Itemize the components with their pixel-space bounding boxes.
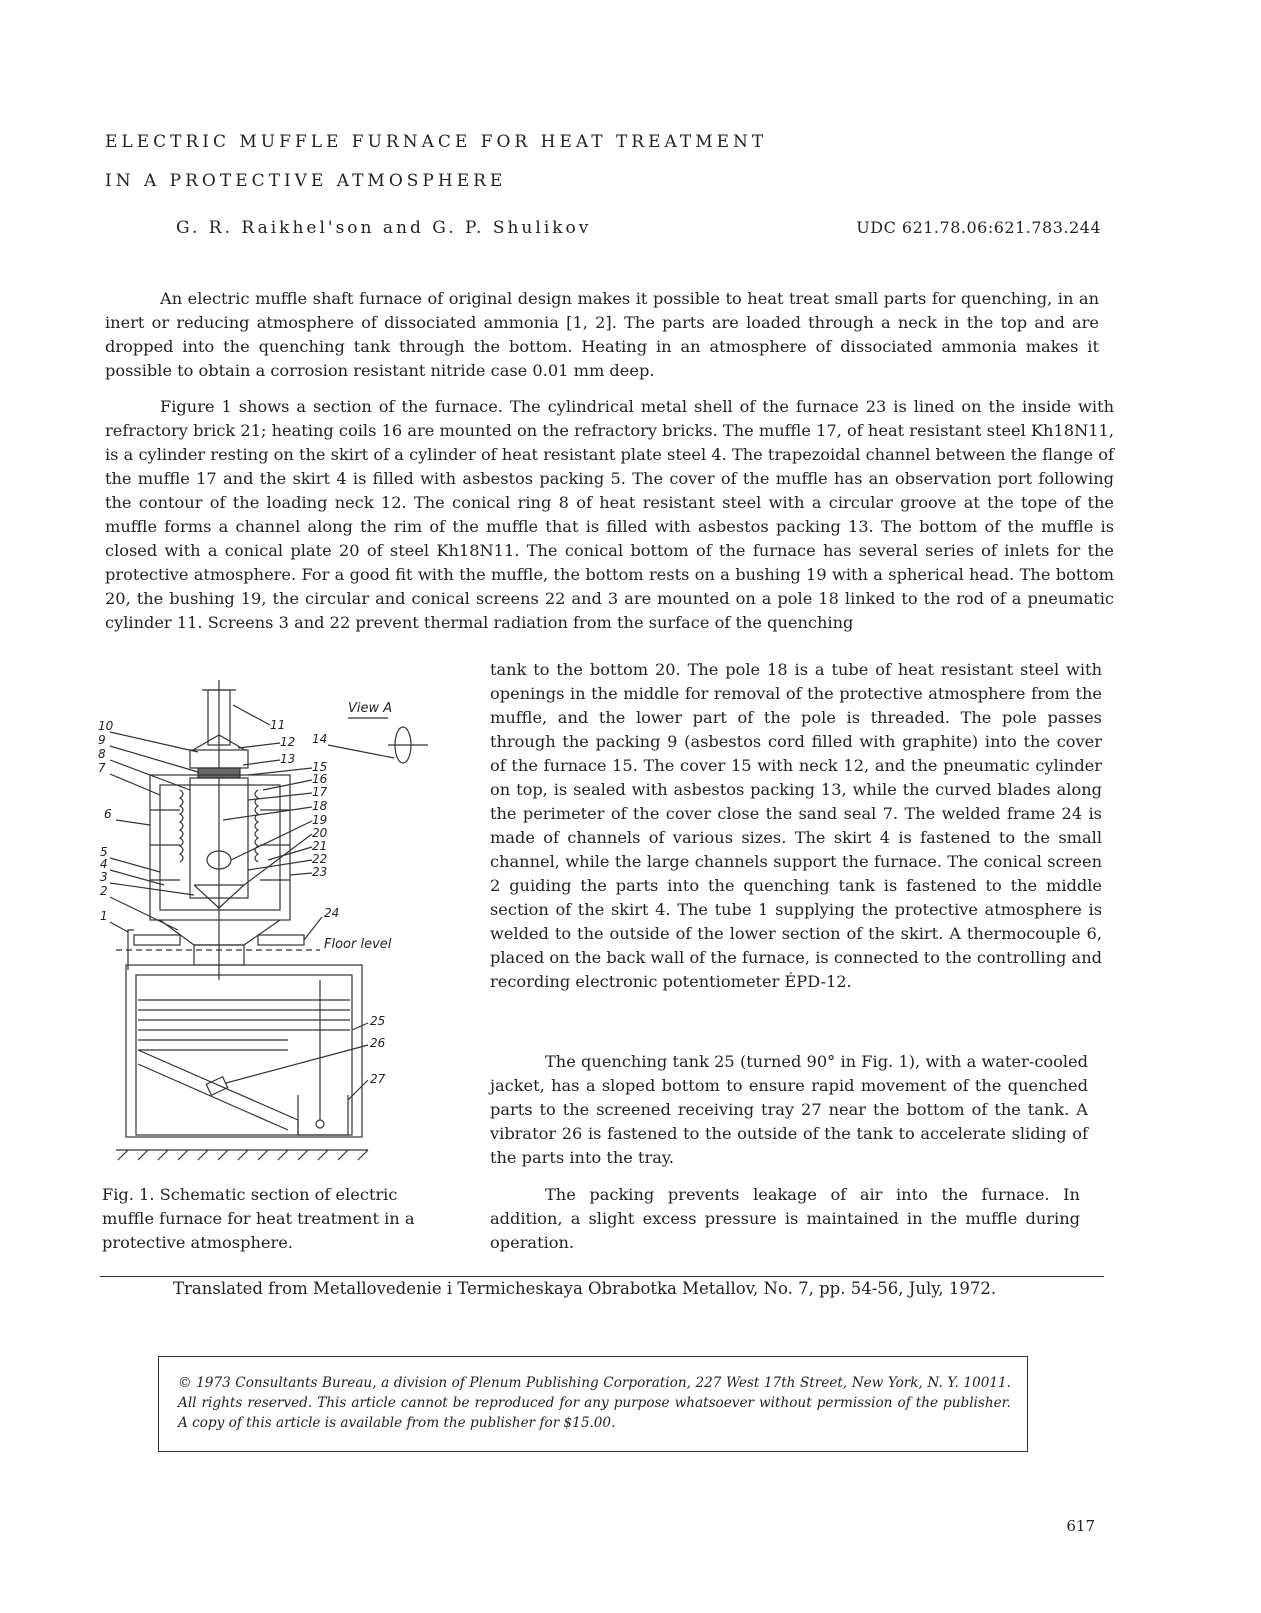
figure-callout-23: 23	[312, 865, 328, 879]
figure-callout-26: 26	[370, 1036, 386, 1050]
copyright-notice: © 1973 Consultants Bureau, a division of Plenum Publishing Corporation, 227 West 17th Street, New York, N. Y. 10011. All rights reserved. This article cannot be reproduced for any purpose whatsoever without permission of the publisher. A copy of this article is available from the publisher for $15.00.	[178, 1375, 1011, 1431]
figure-callout-6: 6	[104, 807, 112, 821]
figure-callout-27: 27	[370, 1072, 386, 1086]
figure-callout-14: 14	[312, 732, 328, 746]
figure-callout-24: 24	[324, 906, 340, 920]
figure-callout-5: 5	[100, 845, 108, 859]
figure-callout-25: 25	[370, 1014, 386, 1028]
paragraph-figure-description-continued: tank to the bottom 20. The pole 18 is a tube of heat resistant steel with openings in the middle for removal of the protective atmosphere from the muffle, and the lower part of the pole is threaded. The pole passes through the packing 9 (asbestos cord filled with graphite) into the cover of the furnace 15. The cover 15 with neck 12, and the pneumatic cylinder on top, is sealed with asbestos packing 13, while the curved blades along the perimeter of the cover close the sand seal 7. The welded frame 24 is made of channels of various sizes. The skirt 4 is fastened to the small channel, while the large channels support the furnace. The conical screen 2 guiding the parts into the quenching tank is fastened to the middle section of the skirt 4. The tube 1 supplying the protective atmosphere is welded to the outside of the lower section of the skirt. A thermocouple 6, placed on the back wall of the furnace, is connected to the controlling and recording electronic potentiometer ÉPD-12.	[490, 660, 1102, 991]
figure-callout-18: 18	[312, 799, 328, 813]
figure-callout-4: 4	[100, 857, 108, 871]
article-title-line2: IN A PROTECTIVE ATMOSPHERE	[105, 171, 507, 191]
udc-code: UDC 621.78.06:621.783.244	[856, 218, 1101, 237]
figure-callout-15: 15	[312, 760, 328, 774]
authors: G. R. Raikhel'son and G. P. Shulikov	[176, 218, 592, 238]
figure-callout-22: 22	[312, 852, 328, 866]
paragraph-quenching-tank: The quenching tank 25 (turned 90° in Fig. 1), with a water-cooled jacket, has a sloped bottom to ensure rapid movement of the quenched parts to the screened receiving tray 27 near the bottom of the tank. A vibrator 26 is fastened to the outside of the tank to accelerate sliding of the parts into the tray.	[490, 1052, 1088, 1167]
paragraph-packing: The packing prevents leakage of air into the furnace. In addition, a slight excess pressure is maintained in the muffle during operation.	[490, 1185, 1080, 1252]
figure-callout-7: 7	[98, 761, 106, 775]
figure-callout-9: 9	[98, 733, 106, 747]
figure-callout-12: 12	[280, 735, 296, 749]
figure-callout-21: 21	[312, 839, 328, 853]
paragraph-intro: An electric muffle shaft furnace of original design makes it possible to heat treat small parts for quenching, in an inert or reducing atmosphere of dissociated ammonia [1, 2]. The parts are loaded through a neck in the top and are dropped into the quenching tank through the bottom. Heating in an atmosphere of dissociated ammonia makes it possible to obtain a corrosion resistant nitride case 0.01 mm deep.	[105, 289, 1099, 380]
article-title-line1: ELECTRIC MUFFLE FURNACE FOR HEAT TREATMENT	[105, 132, 768, 152]
figure-callout-19: 19	[312, 813, 328, 827]
figure-callout-17: 17	[312, 785, 328, 799]
figure-callout-20: 20	[312, 826, 328, 840]
figure-callout-3: 3	[100, 870, 108, 884]
figure-callout-10: 10	[98, 719, 114, 733]
figure-caption: Fig. 1. Schematic section of electric muffle furnace for heat treatment in a protective atmosphere.	[102, 1185, 415, 1252]
translation-note: Translated from Metallovedenie i Termicheskaya Obrabotka Metallov, No. 7, pp. 54-56, July, 1972.	[173, 1279, 997, 1298]
figure-callout-8: 8	[98, 747, 106, 761]
figure-callout-11: 11	[270, 718, 286, 732]
figure-callout-13: 13	[280, 752, 296, 766]
figure-callout-2: 2	[100, 884, 108, 898]
figure-callout-1: 1	[100, 909, 108, 923]
paragraph-figure-description: Figure 1 shows a section of the furnace. The cylindrical metal shell of the furnace 23 is lined on the inside with refractory brick 21; heating coils 16 are mounted on the refractory bricks. The muffle 17, of heat resistant steel Kh18N11, is a cylinder resting on the skirt of a cylinder of heat resistant plate steel 4. The trapezoidal channel between the flange of the muffle 17 and the skirt 4 is filled with asbestos packing 5. The cover of the muffle has an observation port following the contour of the loading neck 12. The conical ring 8 of heat resistant steel with a circular groove at the tope of the muffle forms a channel along the rim of the muffle that is filled with asbestos packing 13. The bottom of the muffle is closed with a conical plate 20 of steel Kh18N11. The conical bottom of the furnace has several series of inlets for the protective atmosphere. For a good fit with the muffle, the bottom rests on a bushing 19 with a spherical head. The bottom 20, the bushing 19, the circular and conical screens 22 and 3 are mounted on a pole 18 linked to the rod of a pneumatic cylinder 11. Screens 3 and 22 prevent thermal radiation from the surface of the quenching	[105, 397, 1114, 632]
figure-1-furnace-diagram	[98, 680, 438, 1175]
figure-callout-16: 16	[312, 772, 328, 786]
page-number: 617	[1066, 1517, 1095, 1535]
figure-view-label: View A	[348, 701, 393, 716]
figure-floor-label: Floor level	[324, 937, 392, 952]
